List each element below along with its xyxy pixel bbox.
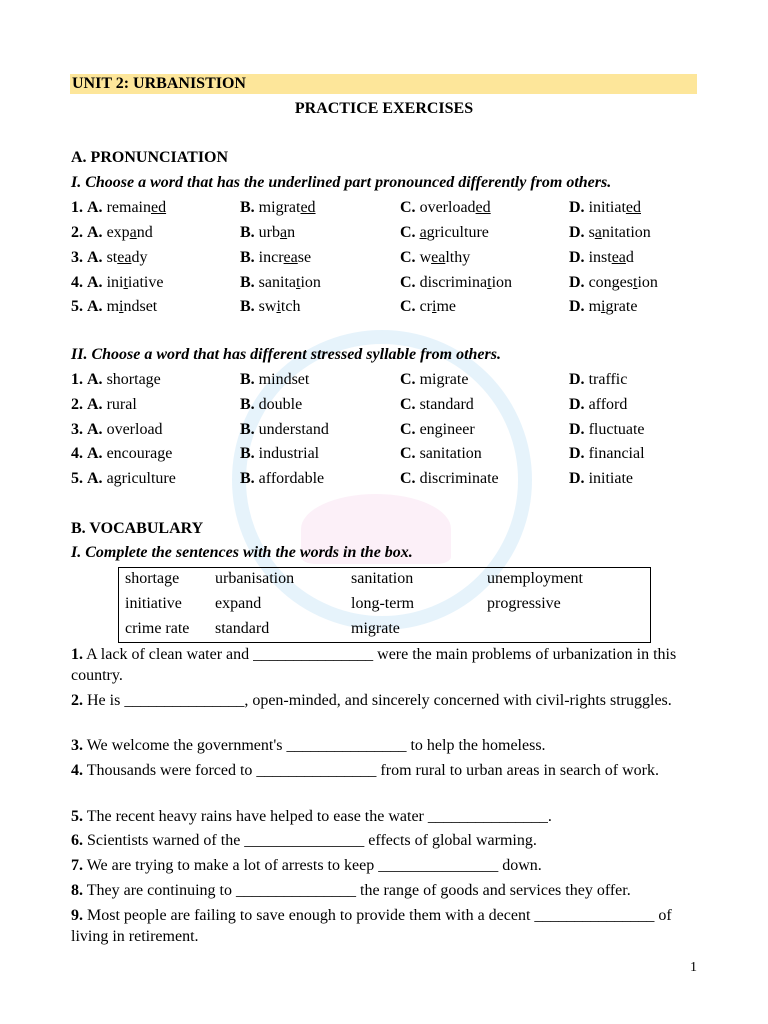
option-word-start: inst [588,249,612,266]
underlined-part: ed [300,199,316,216]
sentence-number: 1. [71,646,83,663]
option-word: financial [588,445,645,462]
option-letter: D. [569,470,585,487]
option-word-start: w [419,249,432,266]
answer-option [569,298,637,316]
underlined-part: i [119,298,124,315]
box-word: expand [215,595,262,612]
underlined-part: t [123,274,128,291]
unit-title: UNIT 2: URBANISTION [70,74,697,94]
option-word: afford [588,396,628,413]
option-word: migrate [419,371,469,388]
question-number: 2. [71,224,83,241]
option-word-end: griculture [426,224,489,241]
sentence-text: A lack of clean water and _______________ were the main problems of urbanization in this country. [71,646,677,684]
sentence-text: Thousands were forced to _______________ from rural to urban areas in search of work. [83,762,659,779]
question-number: 5. [71,298,83,315]
option-letter: B. [240,224,255,241]
question-number: 1. [71,371,83,388]
box-word: unemployment [487,570,583,587]
vocabulary-instruction: I. Complete the sentences with the words in the box. [71,544,413,561]
option-word-start: incr [258,249,284,266]
option-word: agriculture [106,470,176,487]
answer-option [400,445,482,463]
underlined-part: ea [117,249,132,266]
option-letter: D. [569,421,585,438]
sentence-text: We are trying to make a lot of arrests to keep _______________ down. [83,857,542,874]
answer-option [71,249,147,267]
pronunciation-instruction: I. Choose a word that has the underlined part pronounced differently from others. [71,174,612,191]
answer-option [71,298,157,316]
answer-option [71,396,137,414]
option-letter: B. [240,199,255,216]
option-letter: A. [87,274,103,291]
word-box [118,567,651,643]
answer-option [400,470,499,488]
option-letter: B. [240,421,255,438]
section-a-heading: A. PRONUNCIATION [71,149,229,166]
answer-option [400,396,474,414]
answer-option [569,371,627,389]
option-letter: A. [87,249,103,266]
underlined-part: ed [475,199,491,216]
option-word: overload [106,421,163,438]
sentence-text: They are continuing to _______________ the range of goods and services they offer. [83,882,631,899]
answer-option [400,249,470,267]
underlined-part: a [419,224,427,241]
option-letter: D. [569,274,585,291]
sentence-number: 3. [71,737,83,754]
option-letter: B. [240,371,255,388]
sentence-text: Most people are failing to save enough to provide them with a decent _______________ of living in retirement. [71,907,672,945]
option-letter: C. [400,445,416,462]
option-word-start: initiat [588,199,626,216]
sentence-text: He is _______________, open-minded, and sincerely concerned with civil-rights struggles. [83,692,672,709]
option-word-end: ion [491,274,513,291]
option-letter: D. [569,445,585,462]
option-word-end: me [436,298,456,315]
option-letter: C. [400,199,416,216]
option-letter: A. [87,396,103,413]
option-word: engineer [419,421,475,438]
answer-option [569,249,634,267]
box-word: shortage [125,570,180,587]
answer-option [240,445,319,463]
answer-option [240,224,295,242]
underlined-part: ea [431,249,446,266]
underlined-part: a [280,224,288,241]
answer-option [240,249,311,267]
sentence-text: Scientists warned of the _______________ effects of global warming. [83,832,537,849]
sentence-number: 6. [71,832,83,849]
answer-option [71,470,176,488]
underlined-part: ea [283,249,298,266]
answer-option [71,199,166,217]
sentence-item [71,830,696,851]
option-letter: D. [569,396,585,413]
option-letter: C. [400,249,416,266]
underlined-part: a [594,224,602,241]
option-word-start: sanita [258,274,296,291]
option-word-end: nitation [601,224,651,241]
answer-option [71,445,172,463]
box-word: progressive [487,595,561,612]
question-number: 5. [71,470,83,487]
underlined-part: i [432,298,437,315]
option-word-start: m [588,298,602,315]
page-number: 1 [690,960,697,975]
option-word: encourage [106,445,173,462]
option-word-end: ion [637,274,658,291]
answer-option [71,224,153,242]
option-word-start: overload [419,199,476,216]
option-word-end: tch [280,298,301,315]
option-word: discriminate [419,470,499,487]
option-word-end: se [297,249,312,266]
option-letter: C. [400,396,416,413]
answer-option [569,396,627,414]
underlined-part: ed [150,199,167,216]
box-word: sanitation [351,570,414,587]
option-word: understand [258,421,329,438]
option-word: sanitation [419,445,482,462]
answer-option [400,298,456,316]
box-word: crime rate [125,620,190,637]
option-letter: C. [400,470,416,487]
question-number: 3. [71,421,83,438]
box-word: long-term [351,595,415,612]
option-letter: C. [400,224,416,241]
answer-option [400,274,512,292]
box-word: initiative [125,595,182,612]
sentence-item [71,880,696,901]
box-word: standard [215,620,270,637]
answer-option [240,371,309,389]
sentence-number: 5. [71,808,83,825]
option-word: initiate [588,470,633,487]
option-word-end: iative [127,274,164,291]
underlined-part: t [633,274,638,291]
sentence-item [71,644,696,686]
option-word: affordable [258,470,325,487]
underlined-part: i [276,298,281,315]
answer-option [400,421,475,439]
option-word-end: lthy [445,249,471,266]
answer-option [569,445,645,463]
answer-option [400,199,491,217]
sentence-item [71,905,696,947]
option-letter: A. [87,224,103,241]
option-word-start: discrimina [419,274,488,291]
option-word-start: remain [106,199,151,216]
option-letter: C. [400,371,416,388]
option-word-end: ndset [123,298,158,315]
option-word: rural [106,396,137,413]
question-number: 4. [71,274,83,291]
option-word-end: d [625,249,634,266]
option-word-start: urb [258,224,280,241]
option-letter: D. [569,224,585,241]
sentence-number: 9. [71,907,83,924]
option-word-start: exp [106,224,130,241]
option-letter: B. [240,249,255,266]
option-word: shortage [106,371,161,388]
question-number: 4. [71,445,83,462]
option-letter: C. [400,274,416,291]
answer-option [569,199,641,217]
option-word: mindset [258,371,310,388]
option-letter: A. [87,421,103,438]
option-word-start: m [106,298,120,315]
option-word: traffic [588,371,628,388]
option-word-start: st [106,249,118,266]
sentence-item [71,806,696,827]
underlined-part: ed [625,199,641,216]
option-letter: D. [569,249,585,266]
question-number: 1. [71,199,83,216]
answer-option [71,421,163,439]
answer-option [400,371,468,389]
option-word-end: grate [605,298,638,315]
underlined-part: t [487,274,492,291]
answer-option [240,421,329,439]
option-word: double [258,396,303,413]
answer-option [569,224,651,242]
practice-title: PRACTICE EXERCISES [294,100,474,117]
question-number: 2. [71,396,83,413]
answer-option [240,396,302,414]
option-word-start: migrat [258,199,301,216]
section-b-heading: B. VOCABULARY [71,520,204,537]
option-letter: A. [87,371,103,388]
answer-option [569,421,645,439]
option-letter: A. [87,470,103,487]
sentence-text: The recent heavy rains have helped to ease the water _______________. [83,808,552,825]
answer-option [240,274,321,292]
option-letter: A. [87,445,103,462]
option-word: industrial [258,445,320,462]
stress-instruction: II. Choose a word that has different stressed syllable from others. [71,346,501,363]
sentence-item [71,735,696,756]
option-letter: D. [569,371,585,388]
answer-option [240,199,316,217]
option-word-end: ion [300,274,321,291]
option-letter: B. [240,445,255,462]
option-word-end: n [287,224,296,241]
option-word: standard [419,396,474,413]
option-word-end: nd [136,224,153,241]
option-word-end: dy [131,249,148,266]
option-word-start: ini [106,274,124,291]
option-word-start: cr [419,298,432,315]
answer-option [569,470,633,488]
option-letter: B. [240,298,255,315]
sentence-item [71,690,696,711]
box-word: migrate [351,620,400,637]
answer-option [400,224,489,242]
option-word: fluctuate [588,421,645,438]
option-letter: B. [240,396,255,413]
answer-option [71,371,161,389]
answer-option [569,274,658,292]
option-word-start: s [588,224,595,241]
sentence-text: We welcome the government's _______________ to help the homeless. [83,737,546,754]
option-letter: D. [569,298,585,315]
sentence-number: 2. [71,692,83,709]
option-word-start: sw [258,298,277,315]
option-letter: B. [240,274,255,291]
option-letter: C. [400,298,416,315]
sentence-item [71,760,696,781]
question-number: 3. [71,249,83,266]
underlined-part: t [296,274,301,291]
option-letter: C. [400,421,416,438]
option-letter: A. [87,199,103,216]
sentence-number: 4. [71,762,83,779]
option-word-start: conges [588,274,633,291]
answer-option [240,470,324,488]
sentence-item [71,855,696,876]
option-letter: B. [240,470,255,487]
option-letter: D. [569,199,585,216]
sentence-number: 8. [71,882,83,899]
box-word: urbanisation [215,570,295,587]
answer-option [240,298,300,316]
answer-option [71,274,163,292]
underlined-part: a [129,224,137,241]
option-letter: A. [87,298,103,315]
sentence-number: 7. [71,857,83,874]
underlined-part: i [601,298,606,315]
underlined-part: ea [611,249,626,266]
